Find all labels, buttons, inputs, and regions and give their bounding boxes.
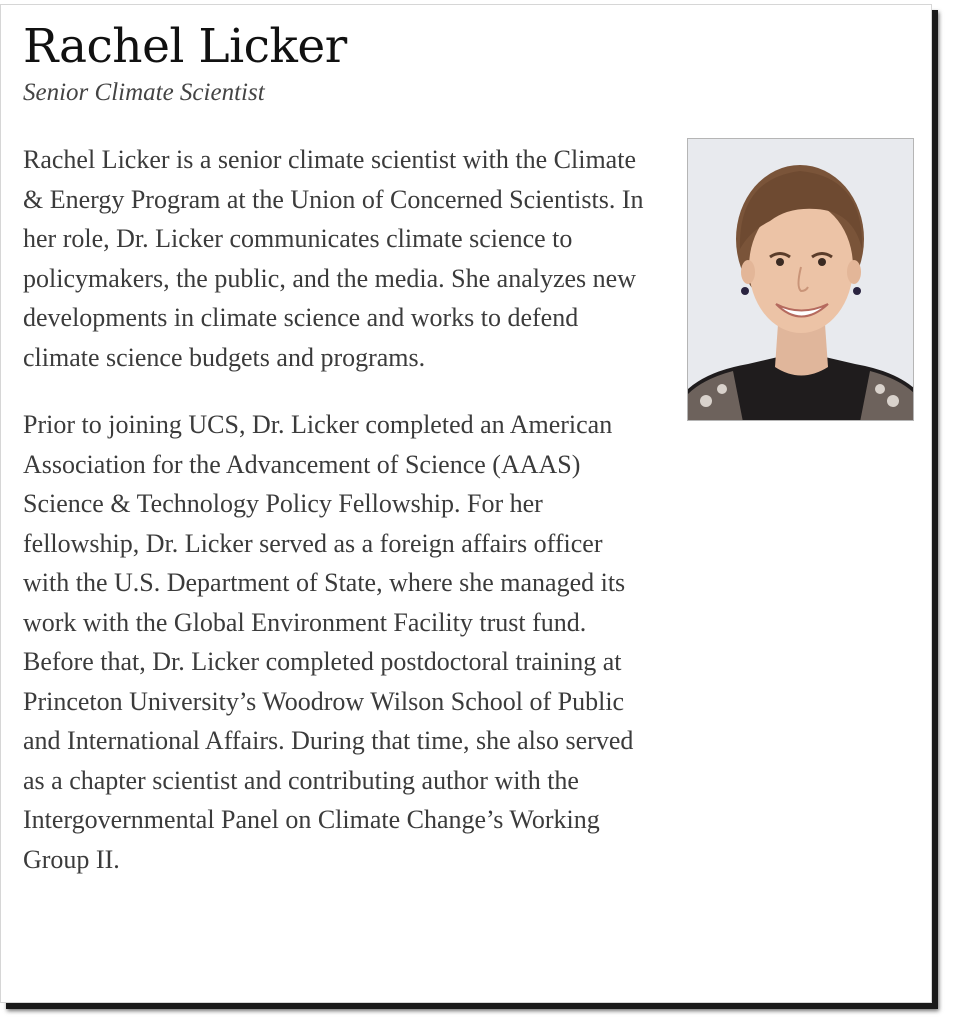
person-portrait-icon	[688, 139, 914, 421]
profile-card	[0, 4, 932, 1003]
profile-title: Senior Climate Scientist	[23, 79, 265, 106]
bio-paragraph: Rachel Licker is a senior climate scientist with the Climate & Energy Program at the Union of Concerned Scientists. In her role, Dr. Licker communicates climate science to policymakers, the public, and the media. She analyzes new developments in climate science and works to defend climate science budgets and programs.	[23, 145, 644, 372]
bio-paragraph: Prior to joining UCS, Dr. Licker completed an American Association for the Advancement of Science (AAAS) Science & Technology Policy Fellowship. For her fellowship, Dr. Licker served as a foreign affairs officer with the U.S. Department of State, where she managed its work with the Global Environment Facility trust fund. Before that, Dr. Licker completed postdoctoral training at Princeton University’s Woodrow Wilson School of Public and International Affairs. During that time, she also served as a chapter scientist and contributing author with the Intergovernmental Panel on Climate Change’s Working Group II.	[23, 410, 634, 874]
profile-name: Rachel Licker	[23, 19, 347, 74]
profile-bio	[23, 140, 648, 907]
profile-photo	[687, 138, 914, 421]
